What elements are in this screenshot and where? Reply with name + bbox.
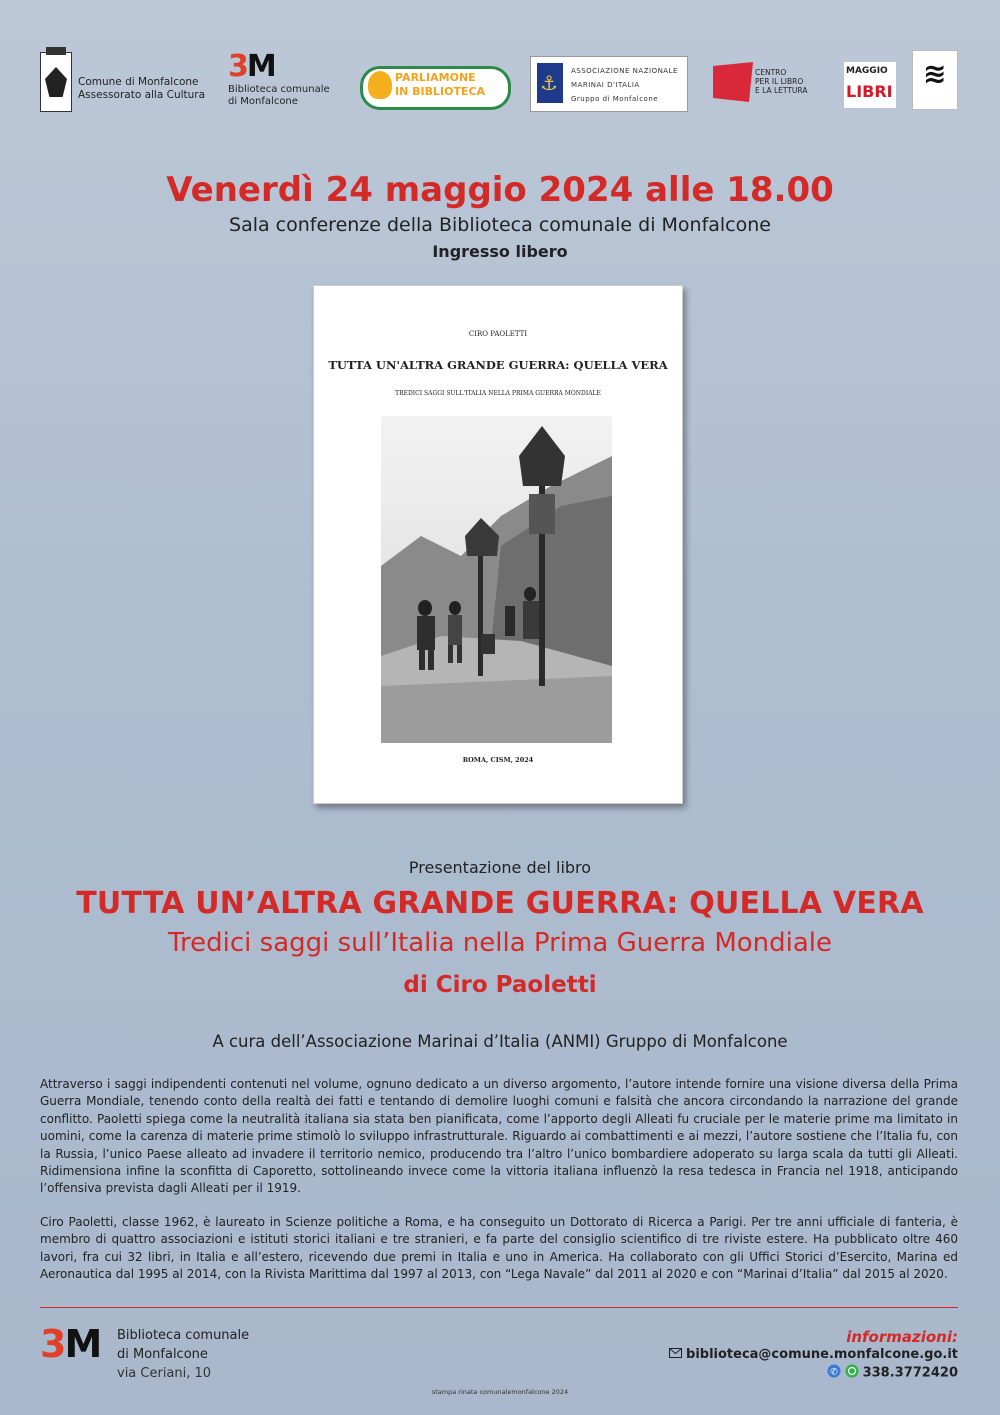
event-date: Venerdì 24 maggio 2024 alle 18.00 <box>166 170 834 210</box>
ministry-symbol-icon: ≋ <box>923 57 947 90</box>
cover-photo <box>381 416 612 743</box>
book-title: TUTTA UN’ALTRA GRANDE GUERRA: QUELLA VERA <box>76 886 924 921</box>
cepell-shape-icon <box>713 62 753 102</box>
parliamone-logo <box>360 66 511 110</box>
info-phone-row <box>827 1364 958 1382</box>
cover-author: CIRO PAOLETTI <box>468 330 528 338</box>
footer-library-city: di Monfalcone <box>117 1347 208 1362</box>
whatsapp-icon <box>845 1364 859 1382</box>
ministry-logo <box>912 50 958 110</box>
biblioteca-name-line2: di Monfalcone <box>228 96 298 107</box>
info-heading: informazioni: <box>846 1328 958 1346</box>
info-email[interactable]: biblioteca@comune.monfalcone.go.it <box>686 1347 958 1362</box>
event-entry: Ingresso libero <box>432 242 568 261</box>
envelope-icon <box>669 1347 682 1362</box>
parliamone-text: PARLIAMONE IN BIBLIOTECA <box>395 71 486 98</box>
presentation-label: Presentazione del libro <box>408 858 592 877</box>
anmi-line3: Gruppo di Monfalcone <box>571 95 659 103</box>
anmi-line2: MARINAI D'ITALIA <box>571 81 640 89</box>
cover-title: TUTTA UN'ALTRA GRANDE GUERRA: QUELLA VERA <box>328 358 668 372</box>
footer-divider <box>40 1307 958 1308</box>
maggio-libri-logo <box>844 62 896 108</box>
author-bio-paragraph: Ciro Paoletti, classe 1962, è laureato in Scienze politiche a Roma, e ha conseguito un Dottorato di Ricerca a Parigi. Per tre anni ufficiale di fanteria, è membro di quattro associazioni e istituti storici italiani e tre stranieri, e fa parte del consiglio scientifico di tre riviste estere. Ha pubblicato oltre 460 lavori, fra cui 32 libri, in Italia e all’estero, ricevendo due premi in Italia e uno in America. Ha collaborato con gli Uffici Storici d’Esercito, Marina ed Aeronautica dal 1995 al 2014, con la Rivista Marittima dal 1997 al 2013, con “Lega Navale” dal 2011 al 2020 e con “Marinai d’Italia” dal 2015 al 2020. <box>40 1215 958 1282</box>
lightbulb-icon <box>368 71 392 99</box>
print-stamp: stampa rinata comunalemonfalcone 2024 <box>431 1388 569 1396</box>
footer-library-name: Biblioteca comunale <box>117 1328 250 1343</box>
description-paragraph: Attraverso i saggi indipendenti contenuti nel volume, ognuno dedicato a un diverso argomento, l’autore intende fornire una visione diversa della Prima Guerra Mondiale, tenendo conto della realtà dei fatti e tentando di demolire luoghi comuni e falsità che ancora circondando la narrazione del grande conflitto. Paoletti spiega come la neutralità italiana sia stata ben pianificata, come l’apporto degli Alleati fu cruciale per le materie prime ma limitato in uomini, come la carenza di materie prime stimolò lo sviluppo infrastrutturale. Riguardo ai combattimenti e ai mezzi, l’autore sostiene che l’Italia fu, con la Russia, l’unico Paese alleato ad invadere il territorio nemico, producendo tra l’altro l’unico bombardiere adoperato su larga scala da tutti gli Alleati. Ridimensiona infine la sconfitta di Caporetto, sottolineando invece come la vittoria italiana influenzò la resa tedesca in Francia nel 1918, anticipando l’offensiva prevista dagli Alleati per il 1919. <box>40 1077 958 1196</box>
maggio-text: MAGGIO <box>846 66 888 76</box>
event-venue: Sala conferenze della Biblioteca comunale di Monfalcone <box>229 214 771 236</box>
libri-text: LIBRI <box>846 82 893 101</box>
cepell-line1: CENTRO <box>755 68 787 77</box>
info-email-row <box>669 1347 958 1362</box>
anmi-line1: ASSOCIAZIONE NAZIONALE <box>571 67 678 75</box>
svg-text:✆: ✆ <box>829 1367 838 1378</box>
biblioteca-3m-mark: 3M <box>228 49 275 84</box>
comune-department: Assessorato alla Cultura <box>78 89 206 101</box>
book-subtitle: Tredici saggi sull’Italia nella Prima Guerra Mondiale <box>167 928 833 958</box>
curated-by: A cura dell’Associazione Marinai d’Italia (ANMI) Gruppo di Monfalcone <box>212 1032 788 1051</box>
cover-photo-image <box>381 416 612 743</box>
cover-subtitle: TREDICI SAGGI SULL'ITALIA NELLA PRIMA GUERRA MONDIALE <box>395 390 601 397</box>
comune-name: Comune di Monfalcone <box>78 76 199 88</box>
cepell-line3: E LA LETTURA <box>755 86 808 95</box>
cepell-logo <box>713 62 823 106</box>
phone-icon <box>827 1364 841 1382</box>
book-author: di Ciro Paoletti <box>403 972 597 998</box>
logo-bar <box>40 48 962 112</box>
comune-crest-icon <box>40 52 72 112</box>
cover-publisher: ROMA, CISM, 2024 <box>462 756 534 764</box>
biblioteca-name-line1: Biblioteca comunale <box>228 84 330 95</box>
cepell-line2: PER IL LIBRO <box>755 77 804 86</box>
anmi-logo <box>530 56 688 112</box>
footer-library-address: via Ceriani, 10 <box>117 1366 212 1381</box>
footer-3m-logo: 3M <box>40 1322 101 1366</box>
info-phone[interactable]: 338.3772420 <box>862 1365 958 1381</box>
anchor-icon <box>537 63 563 103</box>
book-cover <box>313 285 683 804</box>
